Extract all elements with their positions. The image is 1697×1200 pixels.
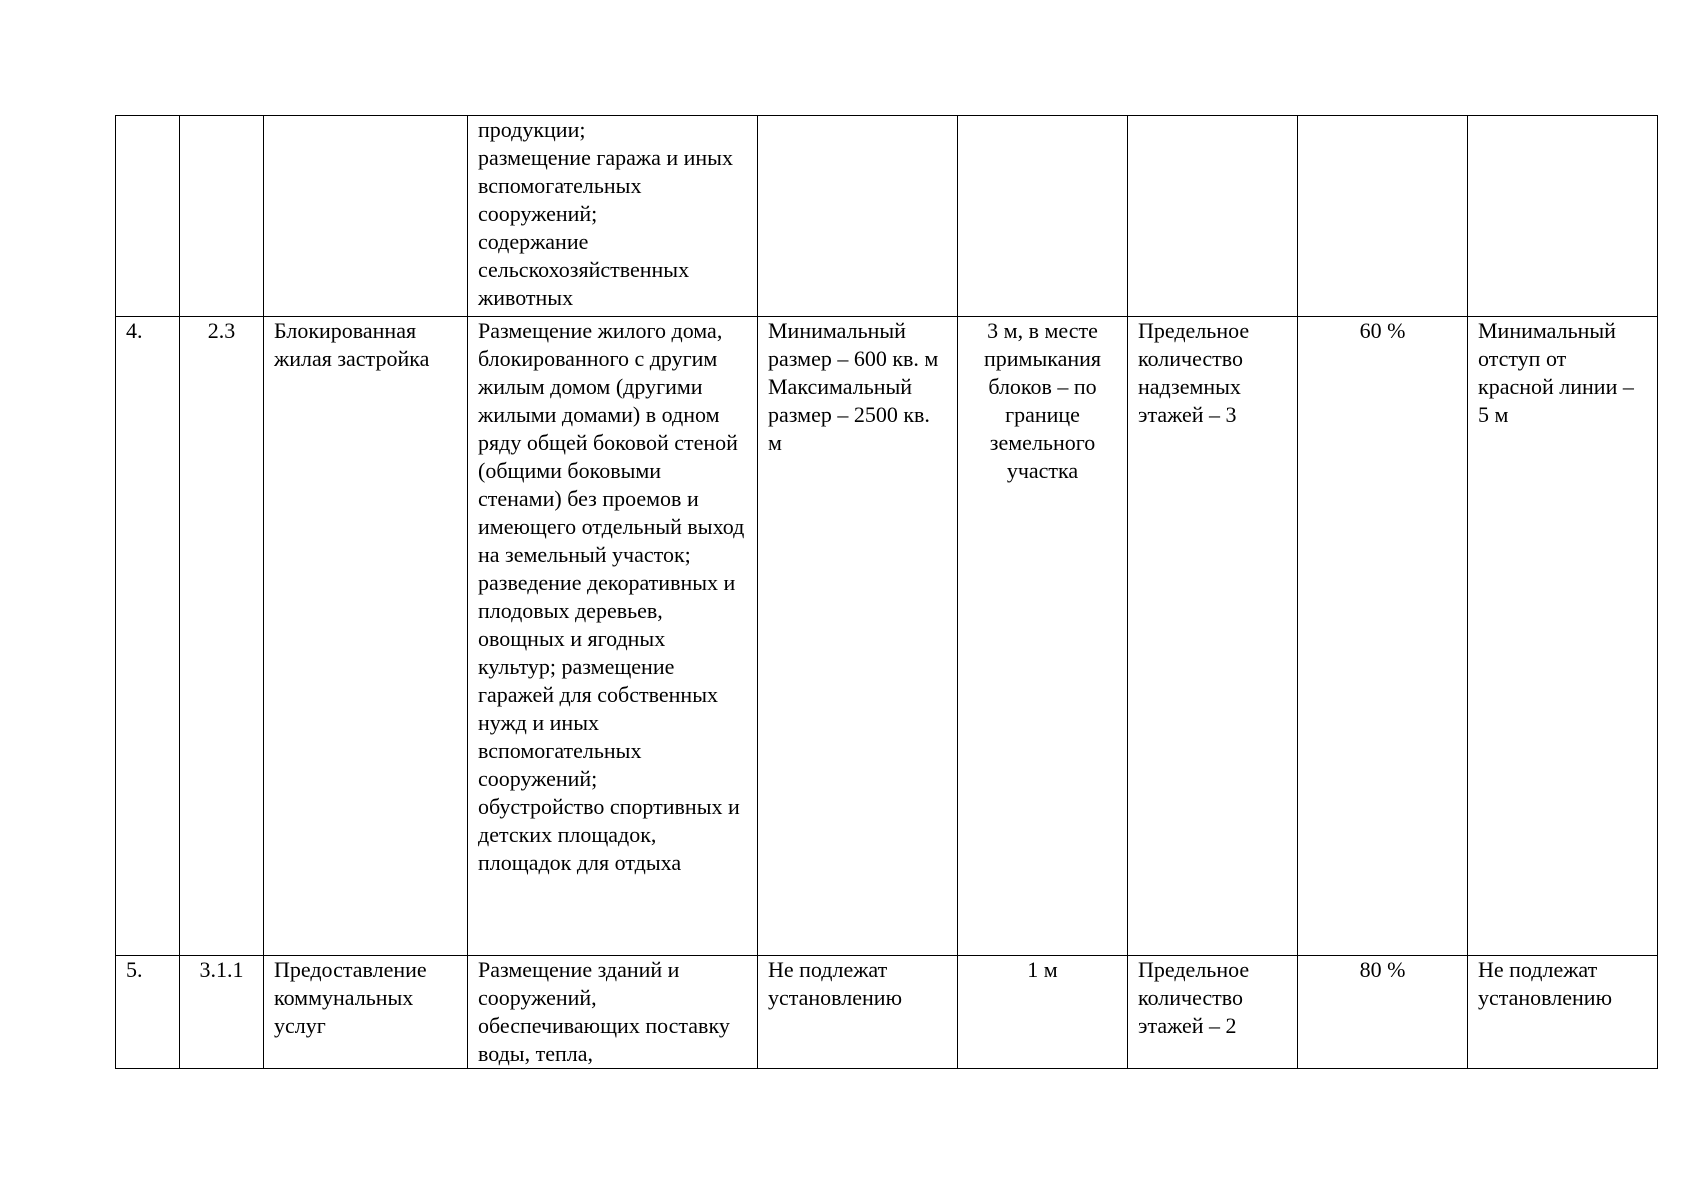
cell-other: Минимальный отступ от красной линии – 5 м — [1468, 317, 1658, 956]
cell-setback: 1 м — [958, 956, 1128, 1069]
table-row — [116, 956, 1658, 1069]
cell-coverage: 80 % — [1298, 956, 1468, 1069]
cell-coverage — [1298, 116, 1468, 317]
cell-setback: 3 м, в месте примыкания блоков – по границе земельного участка — [958, 317, 1128, 956]
cell-floors: Предельное количество этажей – 2 — [1128, 956, 1298, 1069]
cell-floors: Предельное количество надземных этажей – 3 — [1128, 317, 1298, 956]
table-row — [116, 317, 1658, 956]
cell-use-name — [264, 116, 468, 317]
cell-other: Не подлежат установлению — [1468, 956, 1658, 1069]
cell-coverage: 60 % — [1298, 317, 1468, 956]
cell-other — [1468, 116, 1658, 317]
land-use-regulations-table — [115, 115, 1658, 1069]
cell-setback — [958, 116, 1128, 317]
table-row — [116, 116, 1658, 317]
cell-use-description: продукции; размещение гаража и иных вспомогательных сооружений; содержание сельскохозяйственных животных — [468, 116, 758, 317]
cell-code — [180, 116, 264, 317]
cell-use-name: Блокированная жилая застройка — [264, 317, 468, 956]
cell-use-description: Размещение зданий и сооружений, обеспечивающих поставку воды, тепла, — [468, 956, 758, 1069]
cell-plot-size: Не подлежат установлению — [758, 956, 958, 1069]
cell-use-name: Предоставление коммунальных услуг — [264, 956, 468, 1069]
cell-number — [116, 116, 180, 317]
cell-floors — [1128, 116, 1298, 317]
cell-plot-size: Минимальный размер – 600 кв. м Максимальный размер – 2500 кв. м — [758, 317, 958, 956]
cell-number: 4. — [116, 317, 180, 956]
cell-use-description: Размещение жилого дома, блокированного с другим жилым домом (другими жилыми домами) в одном ряду общей боковой стеной (общими боковыми стенами) без проемов и имеющего отдельный выход на земельный участок; разведение декоративных и плодовых деревьев, овощных и ягодных культур; размещение гаражей для собственных нужд и иных вспомогательных сооружений; обустройство спортивных и детских площадок, площадок для отдыха — [468, 317, 758, 956]
cell-code: 3.1.1 — [180, 956, 264, 1069]
cell-code: 2.3 — [180, 317, 264, 956]
cell-plot-size — [758, 116, 958, 317]
cell-number: 5. — [116, 956, 180, 1069]
